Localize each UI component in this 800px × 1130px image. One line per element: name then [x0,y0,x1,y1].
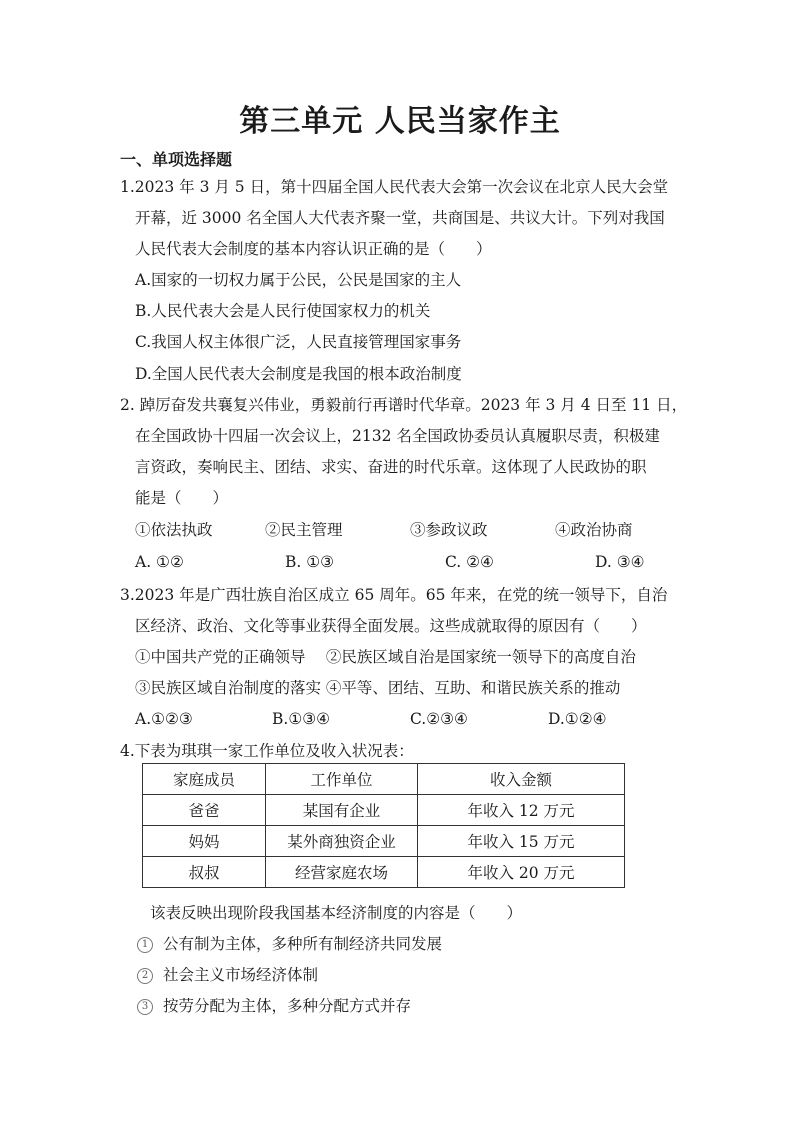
table-header-cell: 家庭成员 [143,764,266,795]
table-cell: 年收入 15 万元 [418,826,625,857]
q4-item-text: 社会主义市场经济体制 [163,966,319,984]
q3-line: 3.2023 年是广西壮族自治区成立 65 周年。65 年来，在党的统一领导下，自治 [120,586,668,604]
q2-line: 在全国政协十四届一次会议上，2132 名全国政协委员认真履职尽责，积极建 [135,427,660,445]
q3-option: D.①②④ [548,710,607,728]
item-number: 1 [137,937,153,953]
q1-line: 1.2023 年 3 月 5 日，第十四届全国人民代表大会第一次会议在北京人民大会堂 [120,178,669,196]
q1-line: 开幕，近 3000 名全国人大代表齐聚一堂，共商国是、共议大计。下列对我国 [135,209,665,227]
q4-item [137,996,411,1016]
table-cell: 年收入 12 万元 [418,795,625,826]
q2-item: ②民主管理 [265,521,343,539]
q4-item-text: 按劳分配为主体，多种分配方式并存 [163,997,412,1015]
table-cell: 爸爸 [143,795,266,826]
table-header-cell: 收入金额 [418,764,625,795]
table-row [143,795,625,826]
q2-option: C. ②④ [445,553,494,571]
q3-option: B.①③④ [272,710,331,728]
table-cell: 某国有企业 [266,795,418,826]
table-header-row [143,764,625,795]
item-number: 2 [137,968,153,984]
q1-line: 人民代表大会制度的基本内容认识正确的是（ ） [135,240,492,258]
q4-item-text: 公有制为主体，多种所有制经济共同发展 [163,935,443,953]
q3-option: C.②③④ [410,710,468,728]
q2-option: D. ③④ [595,553,645,571]
section-heading: 一、单项选择题 [120,150,233,169]
table-row [143,857,625,888]
item-number: 3 [137,999,153,1015]
q1-option: A.国家的一切权力属于公民，公民是国家的主人 [135,271,462,289]
q4-item [137,965,318,985]
q1-option: B.人民代表大会是人民行使国家权力的机关 [135,302,431,320]
table-cell: 经营家庭农场 [266,857,418,888]
q2-line: 能是（ ） [135,489,229,507]
table-row [143,826,625,857]
q3-line: ①中国共产党的正确领导 ②民族区域自治是国家统一领导下的高度自治 [135,648,636,666]
q4-intro: 4.下表为琪琪一家工作单位及收入状况表： [120,742,414,760]
table-cell: 叔叔 [143,857,266,888]
q4-item [137,934,442,954]
q2-option: A. ①② [135,553,184,571]
table-header-cell: 工作单位 [266,764,418,795]
q2-line: 2. 踔厉奋发共襄复兴伟业，勇毅前行再谱时代华章。2023 年 3 月 4 日至 11 日， [120,396,688,414]
table-cell: 年收入 20 万元 [418,857,625,888]
page-title: 第三单元 人民当家作主 [239,104,561,139]
income-table [142,763,625,888]
table-cell: 妈妈 [143,826,266,857]
q2-line: 言资政，奏响民主、团结、求实、奋进的时代乐章。这体现了人民政协的职 [135,458,647,476]
q3-line: 区经济、政治、文化等事业获得全面发展。这些成就取得的原因有（ ） [135,617,647,635]
q4-stem: 该表反映出现阶段我国基本经济制度的内容是（ ） [150,904,523,922]
q2-item: ①依法执政 [135,521,213,539]
q1-option: C.我国人权主体很广泛，人民直接管理国家事务 [135,333,462,351]
table-cell: 某外商独资企业 [266,826,418,857]
q3-line: ③民族区域自治制度的落实 ④平等、团结、互助、和谐民族关系的推动 [135,679,621,697]
q2-item: ③参政议政 [410,521,488,539]
q3-option: A.①②③ [135,710,193,728]
q2-item: ④政治协商 [555,521,633,539]
q1-option: D.全国人民代表大会制度是我国的根本政治制度 [135,365,462,383]
q2-option: B. ①③ [285,553,335,571]
